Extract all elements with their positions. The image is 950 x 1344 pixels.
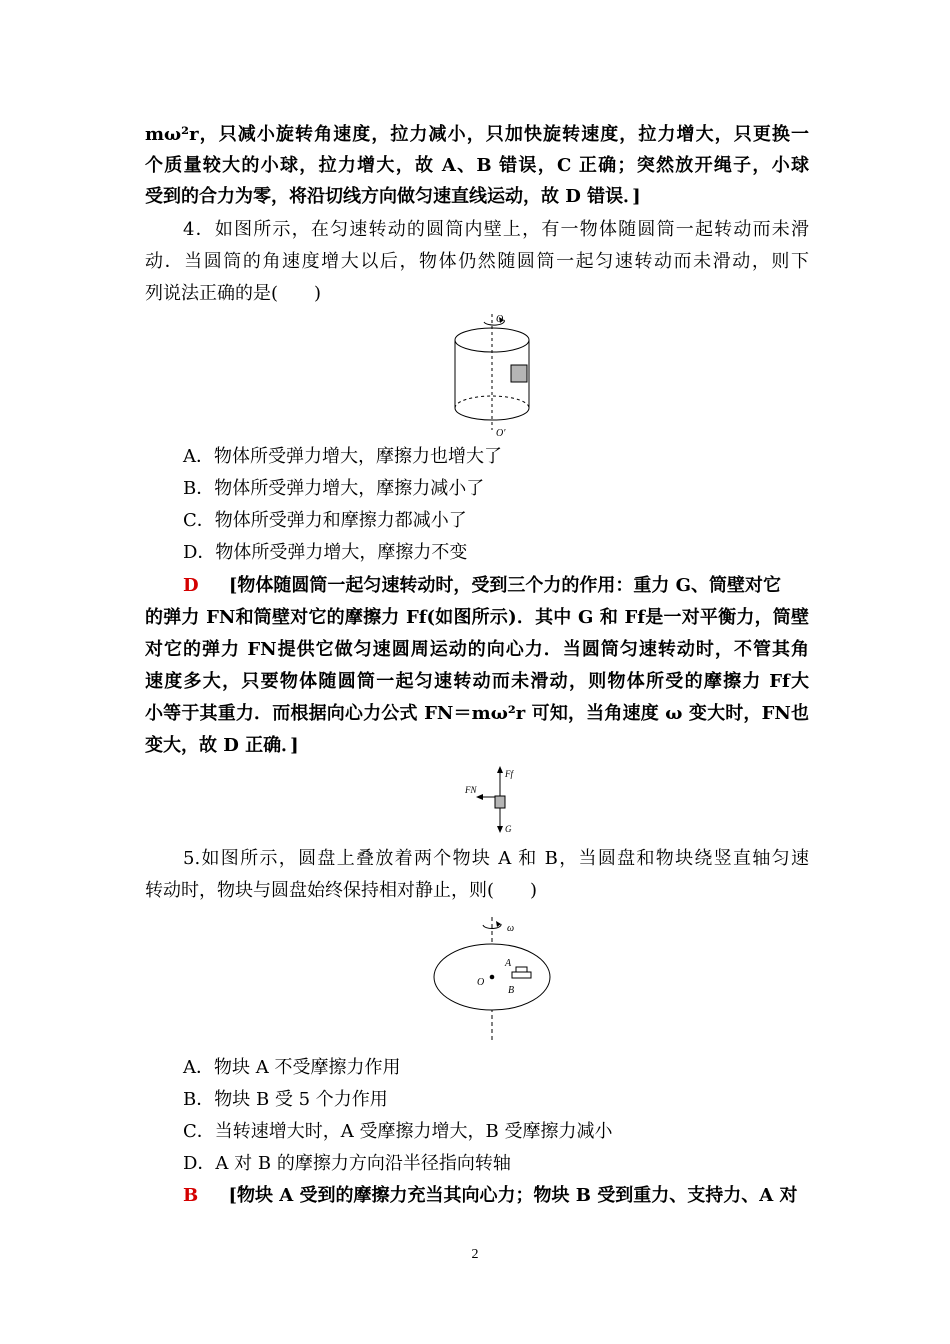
- force-diagram: [460, 765, 540, 837]
- normal-force-label: FN: [465, 785, 477, 795]
- q4-stem-line-3: 列说法正确的是( ): [145, 283, 322, 304]
- q4-option-a: A．物体所受弹力增大，摩擦力也增大了: [183, 446, 502, 467]
- q5-option-b: B．物块 B 受 5 个力作用: [183, 1089, 388, 1110]
- axis-bottom-label: O′: [496, 428, 506, 439]
- gravity-label: G: [505, 824, 512, 834]
- q4-explanation-line-1: [183, 571, 809, 601]
- q4-stem-line-1: 4．如图所示，在匀速转动的圆筒内壁上，有一物体随圆筒一起转动而未滑: [183, 219, 809, 240]
- q4-option-d: D．物体所受弹力增大，摩擦力不变: [183, 542, 468, 563]
- rotating-cylinder-figure: [440, 312, 560, 442]
- block-on-wall: [511, 365, 527, 382]
- omega-label: ω: [507, 923, 515, 934]
- q4-option-b: B．物体所受弹力增大，摩擦力减小了: [183, 478, 485, 499]
- continued-explanation-line-2: 个质量较大的小球，拉力增大，故 A、B 错误，C 正确；突然放开绳子，小球: [145, 155, 809, 176]
- q4-option-c: C．物体所受弹力和摩擦力都减小了: [183, 510, 467, 531]
- q4-explanation-line-3: 对它的弹力 FN提供它做匀速圆周运动的向心力．当圆筒匀速转动时，不管其角: [145, 639, 809, 660]
- block-b: [512, 972, 531, 978]
- friction-label: Ff: [505, 769, 513, 779]
- continued-explanation-line-1: mω²r，只减小旋转角速度，拉力减小，只加快旋转速度，拉力增大，只更换一: [145, 124, 809, 145]
- q5-explanation-line-1: [183, 1181, 809, 1211]
- axis-top-label: O: [496, 314, 504, 325]
- continued-explanation-line-3: 受到的合力为零，将沿切线方向做匀速直线运动，故 D 错误．]: [145, 186, 641, 207]
- q4-answer-letter: D: [183, 575, 199, 596]
- force-block: [495, 796, 505, 808]
- q5-option-d: D．A 对 B 的摩擦力方向沿半径指向转轴: [183, 1153, 511, 1174]
- q4-explanation-line-2: 的弹力 FN和筒壁对它的摩擦力 Ff(如图所示)．其中 G 和 Ff是一对平衡力，筒壁: [145, 607, 809, 628]
- center-o-label: O: [477, 977, 485, 988]
- q4-explanation-line-4: 速度多大，只要物体随圆筒一起匀速转动而未滑动，则物体所受的摩擦力 Ff大: [145, 671, 809, 692]
- block-a-label: A: [505, 958, 512, 969]
- q4-explanation-line-5: 小等于其重力．而根据向心力公式 FN＝mω²r 可知，当角速度 ω 变大时，FN也: [145, 703, 809, 724]
- q5-answer-letter: B: [183, 1185, 199, 1206]
- q4-explanation-text-1: [物体随圆筒一起匀速转动时，受到三个力的作用：重力 G、筒壁对它: [228, 575, 782, 596]
- q5-explanation-text-1: [物块 A 受到的摩擦力充当其向心力；物块 B 受到重力、支持力、A 对: [228, 1185, 798, 1206]
- q5-option-c: C．当转速增大时，A 受摩擦力增大，B 受摩擦力减小: [183, 1121, 613, 1142]
- page-number: 2: [471, 1247, 479, 1262]
- q5-option-a: A．物块 A 不受摩擦力作用: [183, 1057, 401, 1078]
- q5-stem-line-1: 5.如图所示，圆盘上叠放着两个物块 A 和 B，当圆盘和物块绕竖直轴匀速: [183, 848, 809, 869]
- block-a: [516, 967, 527, 972]
- rotating-disk-figure: [425, 915, 565, 1045]
- block-b-label: B: [508, 985, 515, 996]
- q4-stem-line-2: 动．当圆筒的角速度增大以后，物体仍然随圆筒一起匀速转动而未滑动，则下: [145, 251, 809, 272]
- q5-stem-line-2: 转动时，物块与圆盘始终保持相对静止，则( ): [145, 880, 538, 901]
- q4-explanation-line-6: 变大，故 D 正确．]: [145, 735, 299, 756]
